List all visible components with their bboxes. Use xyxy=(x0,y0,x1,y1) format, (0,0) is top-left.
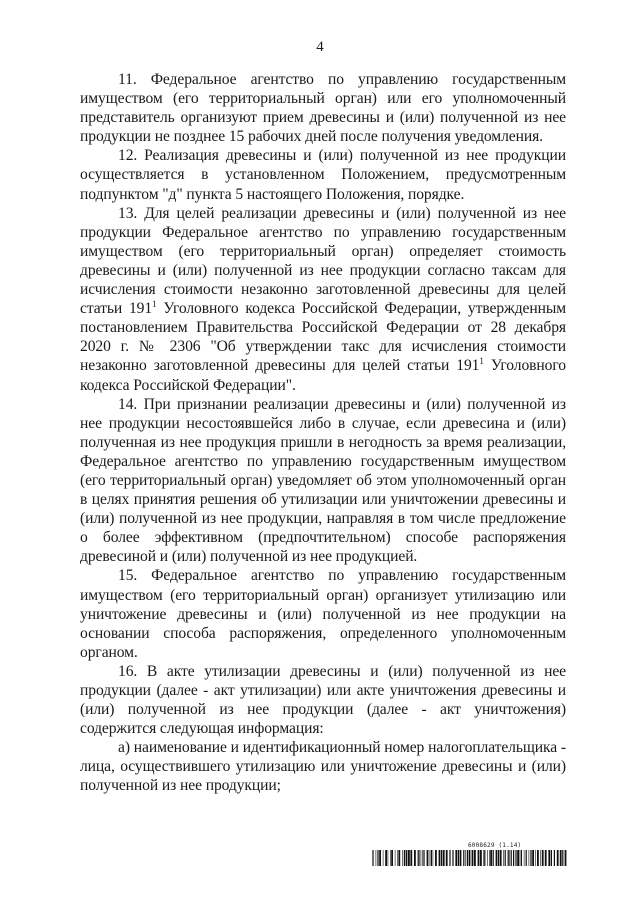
barcode-bar xyxy=(441,850,442,866)
paragraph-13-part-2: Уголовного кодекса Российской Федерации, утвержденным постановлением Правительства Российской Федерации от 28 декабря 2020 г. № 2306 "Об утверждении такс для исчисления стоимости незаконно заготовленной древесины для целей статьи 191 xyxy=(80,300,566,375)
barcode-bar xyxy=(508,850,509,866)
paragraph-13 xyxy=(80,204,566,395)
barcode-bar xyxy=(483,850,484,866)
barcode-bar xyxy=(517,850,519,866)
barcode-bar xyxy=(548,850,550,866)
barcode-bar xyxy=(524,850,525,866)
paragraph-15: 15. Федеральное агентство по управлению государственным имуществом (его территориальный орган) организует утилизацию или уничтожение древесины и (или) полученной из нее продукции на основании способа распоряжения, определенного уполномоченным органом. xyxy=(80,567,566,661)
barcode-bar xyxy=(385,850,387,866)
barcode-bar xyxy=(532,850,534,866)
barcode-bar xyxy=(446,850,448,866)
paragraph-12: 12. Реализация древесины и (или) полученной из нее продукции осуществляется в установленном Положением, предусмотренным подпунктом "д" пункта 5 настоящего Положения, порядке. xyxy=(80,147,566,203)
barcode-bar xyxy=(505,850,506,866)
barcode-bar xyxy=(565,850,567,866)
barcode-bar xyxy=(377,850,378,866)
barcode-bar xyxy=(521,850,522,866)
superscript-2: 1 xyxy=(479,356,484,367)
barcode-bar xyxy=(535,850,536,866)
barcode-bar xyxy=(419,850,420,866)
barcode-bar xyxy=(467,850,468,866)
barcode-bar xyxy=(455,850,457,866)
barcode-bar xyxy=(388,850,389,866)
barcode-bar xyxy=(498,850,499,866)
barcode-bar xyxy=(474,850,476,866)
barcode-bar xyxy=(458,850,459,866)
barcode-bar xyxy=(554,850,555,866)
barcode-bar xyxy=(460,850,462,866)
barcode-bar xyxy=(511,850,512,866)
paragraph-13-part-1: 13. Для целей реализации древесины и (или) полученной из нее продукции Федеральное агентство по управлению государственным имуществом (его территориальный орган) определяет стоимость древесины и (или) полученной из нее продукции согласно таксам для исчисления стоимости незаконно заготовленной древесины для целей статьи 191 xyxy=(80,204,566,318)
barcode-bar xyxy=(398,850,400,866)
barcode-bar xyxy=(439,850,441,866)
barcode-bar xyxy=(435,850,437,866)
barcode-bar xyxy=(490,850,492,866)
barcode-bar xyxy=(397,850,398,866)
barcode-bar xyxy=(489,850,490,866)
barcode-bar xyxy=(526,850,527,866)
barcode-bar xyxy=(422,850,423,866)
barcode-bar xyxy=(478,850,480,866)
paragraph-16: 16. В акте утилизации древесины и (или) полученной из нее продукции (далее - акт утилизации) или акте уничтожения древесины и (или) полученной из нее продукции (далее - акт уничтожения) содержится следующая информация: xyxy=(80,662,566,738)
barcode-bar xyxy=(390,850,391,866)
barcode-bar xyxy=(418,850,419,866)
paragraph-13-part-3: Уголовного кодекса Российской Федерации". xyxy=(80,357,566,394)
barcode-bar xyxy=(500,850,502,866)
barcode-bar xyxy=(404,850,405,866)
barcode-bar xyxy=(472,850,474,866)
barcode-bar xyxy=(560,850,562,866)
barcode-bar xyxy=(537,850,539,866)
barcode-bar xyxy=(463,850,464,866)
page-number: 4 xyxy=(316,39,324,55)
barcode-bar xyxy=(391,850,393,866)
paragraph-16-a: а) наименование и идентификационный номер налогоплательщика - лица, осуществившего утилизацию или уничтожение древесины и (или) полученной из нее продукции; xyxy=(80,739,566,795)
barcode-bar xyxy=(373,850,374,866)
barcode-bar xyxy=(443,850,445,866)
barcode-bar xyxy=(449,850,450,866)
paragraph-11: 11. Федеральное агентство по управлению государственным имуществом (его территориальный орган) или его уполномоченный представитель организуют прием древесины и (или) полученной из нее продукции не позднее 15 рабочих дней после получения уведомления. xyxy=(80,71,566,146)
barcode-bar xyxy=(465,850,466,866)
barcode-bar xyxy=(551,850,552,866)
barcode-bar xyxy=(562,850,563,866)
barcode-bar xyxy=(410,850,412,866)
barcode-bar xyxy=(406,850,408,866)
barcode-bar xyxy=(395,850,396,866)
barcode-bar xyxy=(515,850,516,866)
barcode-bar xyxy=(427,850,429,866)
superscript-1: 1 xyxy=(152,299,157,310)
barcode-bar xyxy=(496,850,498,866)
barcode-bar xyxy=(487,850,488,866)
barcode xyxy=(372,850,567,866)
document-body xyxy=(80,70,566,796)
barcode-bar xyxy=(431,850,432,866)
barcode-bar xyxy=(530,850,531,866)
barcode-bar xyxy=(542,850,544,866)
barcode-bar xyxy=(433,850,434,866)
paragraph-14: 14. При признании реализации древесины и (или) полученной из нее продукции несостоявшейся либо в случае, если древесина и (или) полученная из нее продукция пришли в негодность за время реализации, Федеральное агентство по управлению государственным имуществом (его территориальный орган) уведомляет об этом уполномоченный орган в целях принятия решения об утилизации или уничтожении древесины и (или) полученной из нее продукции, направляя в том числе предложение о более эффективном (предпочтительном) способе распоряжения древесиной и (или) полученной из нее продукцией. xyxy=(80,395,566,566)
barcode-bar xyxy=(484,850,485,866)
barcode-bar xyxy=(430,850,431,866)
barcode-bar xyxy=(480,850,482,866)
barcode-bar xyxy=(376,850,377,866)
barcode-bar xyxy=(402,850,403,866)
barcode-bar xyxy=(503,850,504,866)
barcode-bar xyxy=(383,850,384,866)
barcode-bar xyxy=(414,850,416,866)
barcode-bar xyxy=(452,850,453,866)
barcode-bar xyxy=(421,850,422,866)
barcode-bar xyxy=(540,850,541,866)
barcode-bar xyxy=(509,850,510,866)
barcode-bar xyxy=(469,850,471,866)
barcode-bar xyxy=(408,850,410,866)
barcode-bar xyxy=(557,850,559,866)
barcode-bar xyxy=(379,850,381,866)
barcode-bar xyxy=(372,850,373,866)
barcode-bar xyxy=(424,850,425,866)
barcode-bar xyxy=(529,850,530,866)
barcode-bar xyxy=(545,850,547,866)
barcode-label: 6008629 (1.14) xyxy=(468,842,522,849)
barcode-bar xyxy=(520,850,521,866)
barcode-bar xyxy=(493,850,494,866)
barcode-bar xyxy=(513,850,514,866)
